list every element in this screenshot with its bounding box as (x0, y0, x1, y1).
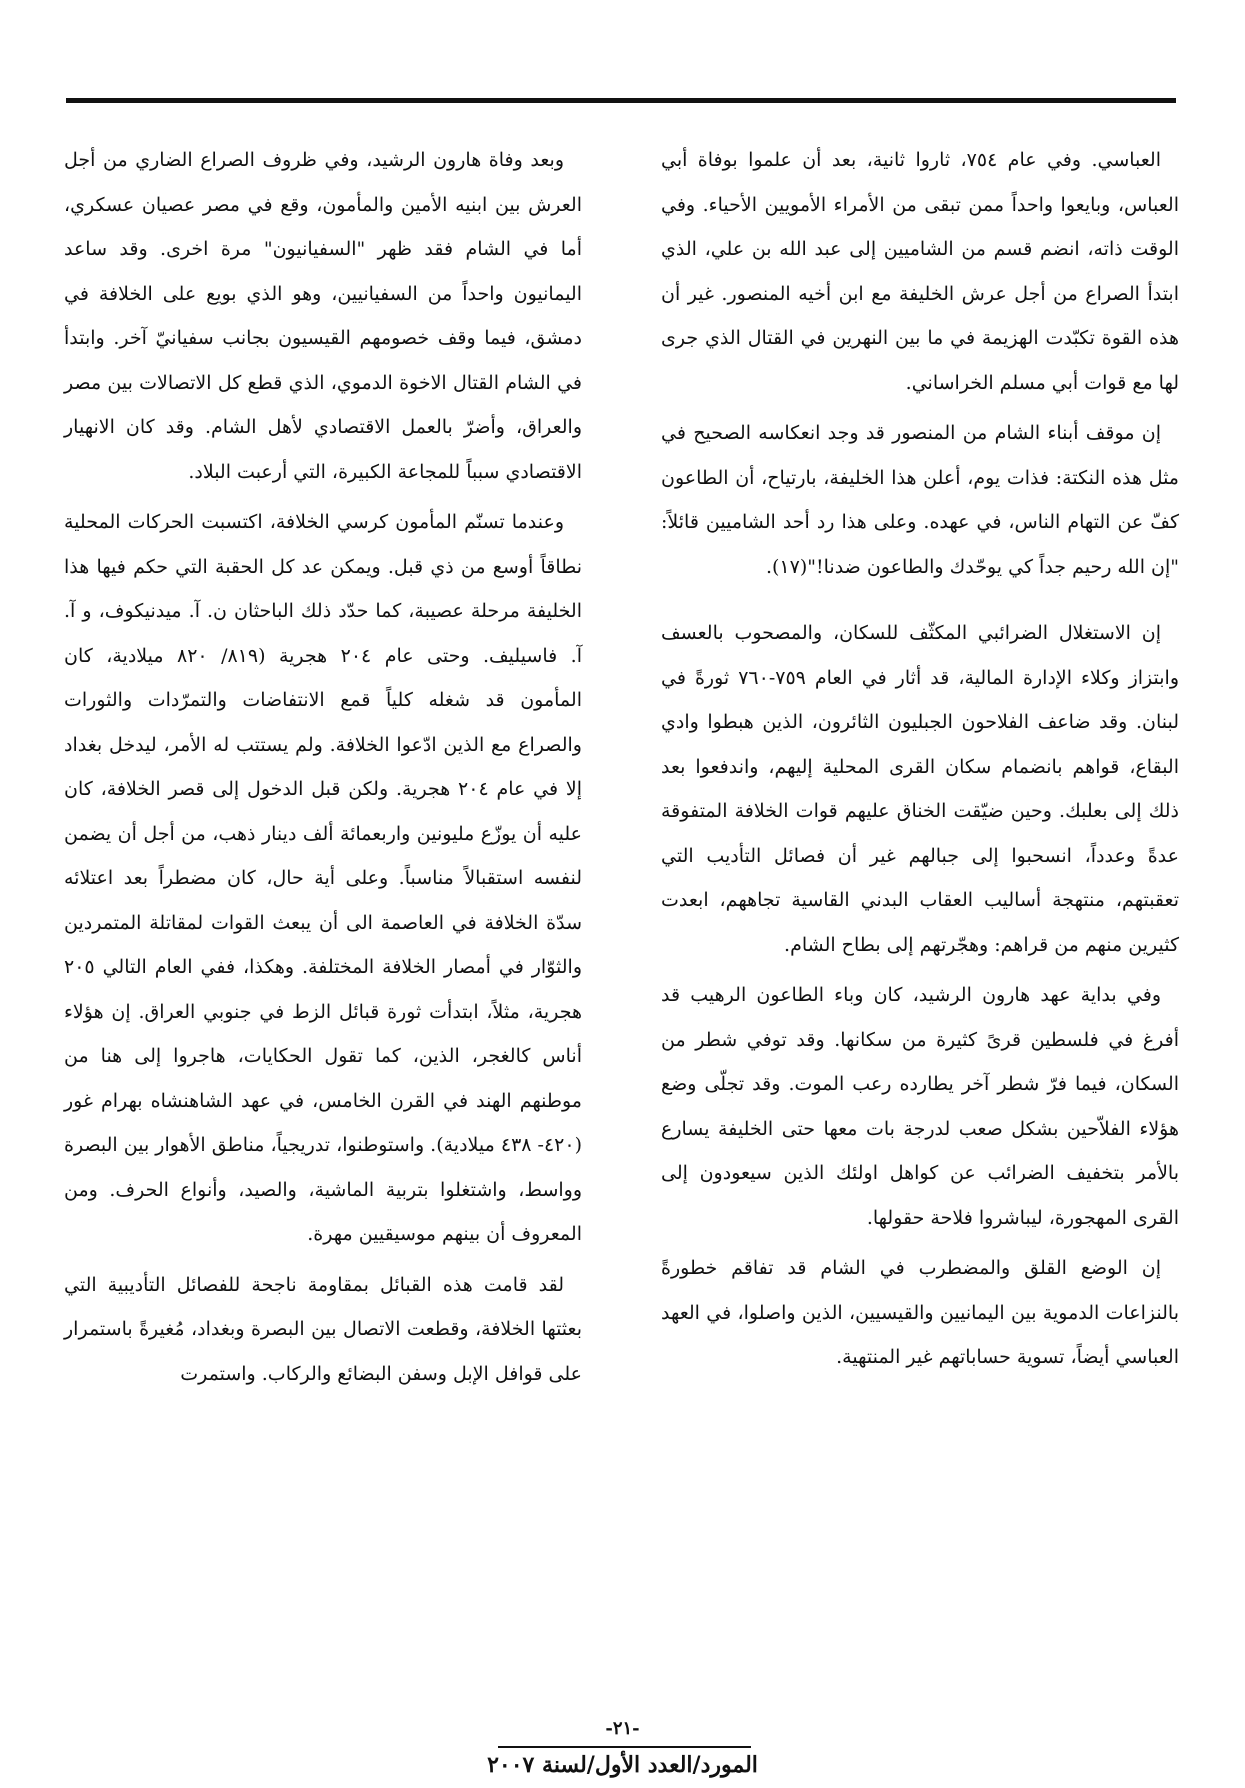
paragraph: إن الاستغلال الضرائبي المكثّف للسكان، والمصحوب بالعسف وابتزاز وكلاء الإدارة المالية، قد أثار في العام ٧٥٩-٧٦٠ ثورةً في لبنان. وقد ضاعف الفلاحون الجبليون الثائرون، الذين هبطوا وادي البقاع، قواهم بانضمام سكان القرى المحلية إليهم، واندفعوا بعد ذلك إلى بعلبك. وحين ضيّقت الخناق عليهم قوات الخلافة المتفوقة عدةً وعدداً، انسحبوا إلى جبالهم غير أن فصائل التأديب التي تعقبتهم، منتهجة أساليب العقاب البدني القاسية تجاههم، ابعدت كثيرين منهم من قراهم: وهجّرتهم إلى بطاح الشام. (661, 622, 1179, 956)
paragraph: وفي بداية عهد هارون الرشيد، كان وباء الطاعون الرهيب قد أفرغ في فلسطين قرىً كثيرة من سكانها. وقد توفي شطر من السكان، فيما فرّ شطر آخر يطارده رعب الموت. وقد تجلّى وضع هؤلاء الفلاّحين بشكل صعب لدرجة بات معها حتى الخليفة يسارع بالأمر بتخفيف الضرائب عن كواهل اولئك الذين سيعودون إلى القرى المهجورة، ليباشروا فلاحة حقولها. (661, 984, 1179, 1229)
paragraph: إن موقف أبناء الشام من المنصور قد وجد انعكاسه الصحيح في مثل هذه النكتة: فذات يوم، أعلن هذا الخليفة، بارتياح، أن الطاعون كفّ عن التهام الناس، في عهده. وعلى هذا رد أحد الشاميين قائلاً: "إن الله رحيم جداً كي يوحّدك والطاعون ضدنا!"(١٧). (661, 422, 1179, 578)
left-column (64, 138, 582, 1396)
paragraph: العباسي. وفي عام ٧٥٤، ثاروا ثانية، بعد أن علموا بوفاة أبي العباس، وبايعوا واحداً ممن تبقى من الأمراء الأمويين الأحياء. وفي الوقت ذاته، انضم قسم من الشاميين إلى عبد الله بن علي، الذي ابتدأ الصراع من أجل عرش الخليفة مع ابن أخيه المنصور. غير أن هذه القوة تكبّدت الهزيمة في ما بين النهرين في القتال الذي جرى لها مع قوات أبي مسلم الخراساني. (661, 149, 1179, 394)
page-number: -٢١- (605, 1718, 640, 1739)
top-rule (66, 98, 1176, 103)
paragraph: إن الوضع القلق والمضطرب في الشام قد تفاقم خطورةً بالنزاعات الدموية بين اليمانيين والقيسيين، الذين واصلوا، في العهد العباسي أيضاً، تسوية حساباتهم غير المنتهية. (661, 1257, 1179, 1368)
right-column (661, 138, 1179, 1380)
paragraph: وعندما تسنّم المأمون كرسي الخلافة، اكتسبت الحركات المحلية نطاقاً أوسع من ذي قبل. ويمكن عد كل الحقبة التي حكم فيها هذا الخليفة مرحلة عصيبة، كما حدّد ذلك الباحثان ن. آ. ميدنيكوف، و آ. آ. فاسيليف. وحتى عام ٢٠٤ هجرية (٨١٩/ ٨٢٠ ميلادية، كان المأمون قد شغله كلياً قمع الانتفاضات والتمرّدات والثورات والصراع مع الذين ادّعوا الخلافة. ولم يستتب له الأمر، ليدخل بغداد إلا في عام ٢٠٤ هجرية. ولكن قبل الدخول إلى قصر الخلافة، كان عليه أن يوزّع مليونين واربعمائة ألف دينار ذهب، من أجل أن يضمن لنفسه استقبالاً مناسباً. وعلى أية حال، كان مضطراً بعد اعتلائه سدّة الخلافة في العاصمة الى أن يبعث القوات لمقاتلة المتمردين والثوّار في أمصار الخلافة المختلفة. وهكذا، ففي العام التالي ٢٠٥ هجرية، مثلاً، ابتدأت ثورة قبائل الزط في جنوبي العراق. إن هؤلاء أناس كالغجر، الذين، كما تقول الحكايات، هاجروا إلى هنا من موطنهم الهند في القرن الخامس، في عهد الشاهنشاه بهرام غور (٤٢٠- ٤٣٨ ميلادية). واستوطنوا، تدريجياً، مناطق الأهوار بين البصرة وواسط، واشتغلوا بتربية الماشية، والصيد، وأنواع الحرف. ومن المعروف أن بينهم موسيقيين مهرة. (64, 511, 583, 1245)
journal-footer: المورد/العدد الأول/لسنة ٢٠٠٧ (487, 1752, 758, 1778)
footer-rule (498, 1746, 751, 1748)
paragraph: وبعد وفاة هارون الرشيد، وفي ظروف الصراع الضاري من أجل العرش بين ابنيه الأمين والمأمون، وقع في مصر عصيان عسكري، أما في الشام فقد ظهر "السفيانيون" مرة اخرى. وقد ساعد اليمانيون واحداً من السفيانيين، وهو الذي بويع على الخلافة في دمشق، فيما وقف خصومهم القيسيون بجانب سفيانيّ آخر. وابتدأ في الشام القتال الاخوة الدموي، الذي قطع كل الاتصالات بين مصر والعراق، وأضرّ بالعمل الاقتصادي لأهل الشام. وقد كان الانهيار الاقتصادي سبباً للمجاعة الكبيرة، التي أرعبت البلاد. (64, 149, 582, 483)
paragraph: لقد قامت هذه القبائل بمقاومة ناجحة للفصائل التأديبية التي بعثتها الخلافة، وقطعت الاتصال بين البصرة وبغداد، مُغيرةً باستمرار على قوافل الإبل وسفن البضائع والركاب. واستمرت (64, 1273, 582, 1385)
